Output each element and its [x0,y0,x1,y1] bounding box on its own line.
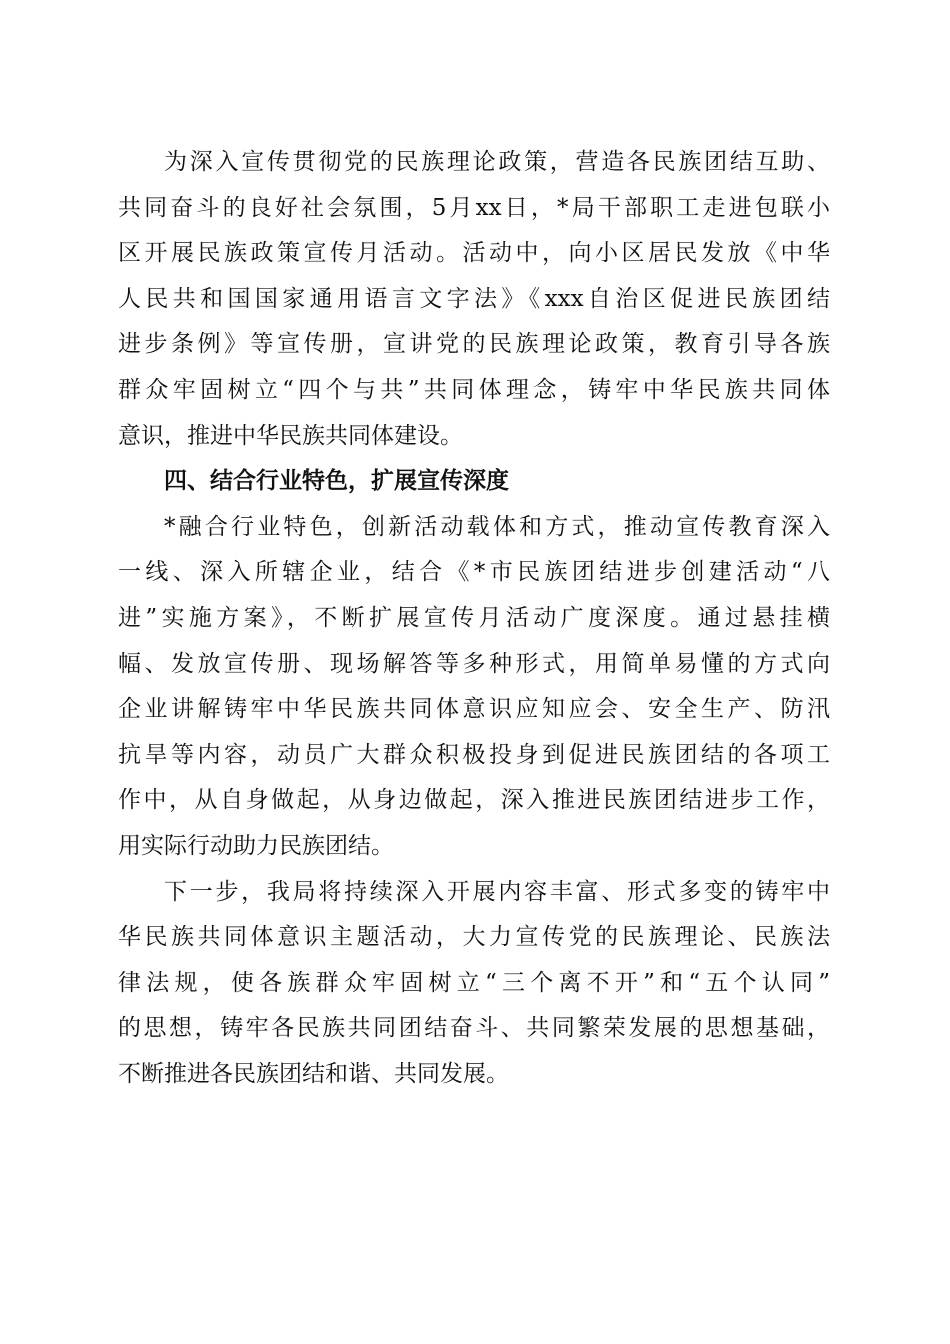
paragraph-industry [118,505,830,870]
text-line: 律法规，使各族群众牢固树立“三个离不开”和“五个认同” [118,969,830,996]
text-line: 作中，从自身做起，从身边做起，深入推进民族团结进步工作， [118,787,830,814]
text-line: 一线、深入所辖企业，结合《*市民族团结进步创建活动“八 [118,559,830,586]
text-line: 幅、发放宣传册、现场解答等多种形式，用简单易懂的方式向 [118,650,830,677]
text-line: 为深入宣传贯彻党的民族理论政策，营造各民族团结互助、 [164,149,830,175]
text-line: 的思想，铸牢各民族共同团结奋斗、共同繁荣发展的思想基础， [118,1015,830,1042]
paragraph-next-step [118,870,830,1098]
text-line: 区开展民族政策宣传月活动。活动中，向小区居民发放《中华 [118,240,830,267]
text-line: 进步条例》等宣传册，宣讲党的民族理论政策，教育引导各族 [118,331,830,358]
text-line: 用实际行动助力民族团结。 [118,832,394,859]
section-heading [118,459,830,505]
text-line: *融合行业特色，创新活动载体和方式，推动宣传教育深入 [164,513,830,540]
text-line: 下一步，我局将持续深入开展内容丰富、形式多变的铸牢中 [164,878,830,905]
text-line: 不断推进各民族团结和谐、共同发展。 [118,1060,509,1087]
text-line: 企业讲解铸牢中华民族共同体意识应知应会、安全生产、防汛 [118,696,830,723]
text-line: 进”实施方案》，不断扩展宣传月活动广度深度。通过悬挂横 [118,604,830,631]
document-body [118,140,830,1097]
text-line: 意识，推进中华民族共同体建设。 [118,422,463,449]
text-line: 华民族共同体意识主题活动，大力宣传党的民族理论、民族法 [118,924,830,951]
text-line: 群众牢固树立“四个与共”共同体理念，铸牢中华民族共同体 [118,376,830,403]
text-line: 抗旱等内容，动员广大群众积极投身到促进民族团结的各项工 [118,741,830,768]
paragraph-activity-intro [118,140,830,459]
text-line: 人民共和国国家通用语言文字法》《xxx自治区促进民族团结 [118,285,830,312]
text-line: 共同奋斗的良好社会氛围，5月xx日，*局干部职工走进包联小 [118,194,830,221]
section-heading-text: 四、结合行业特色，扩展宣传深度 [164,468,509,495]
